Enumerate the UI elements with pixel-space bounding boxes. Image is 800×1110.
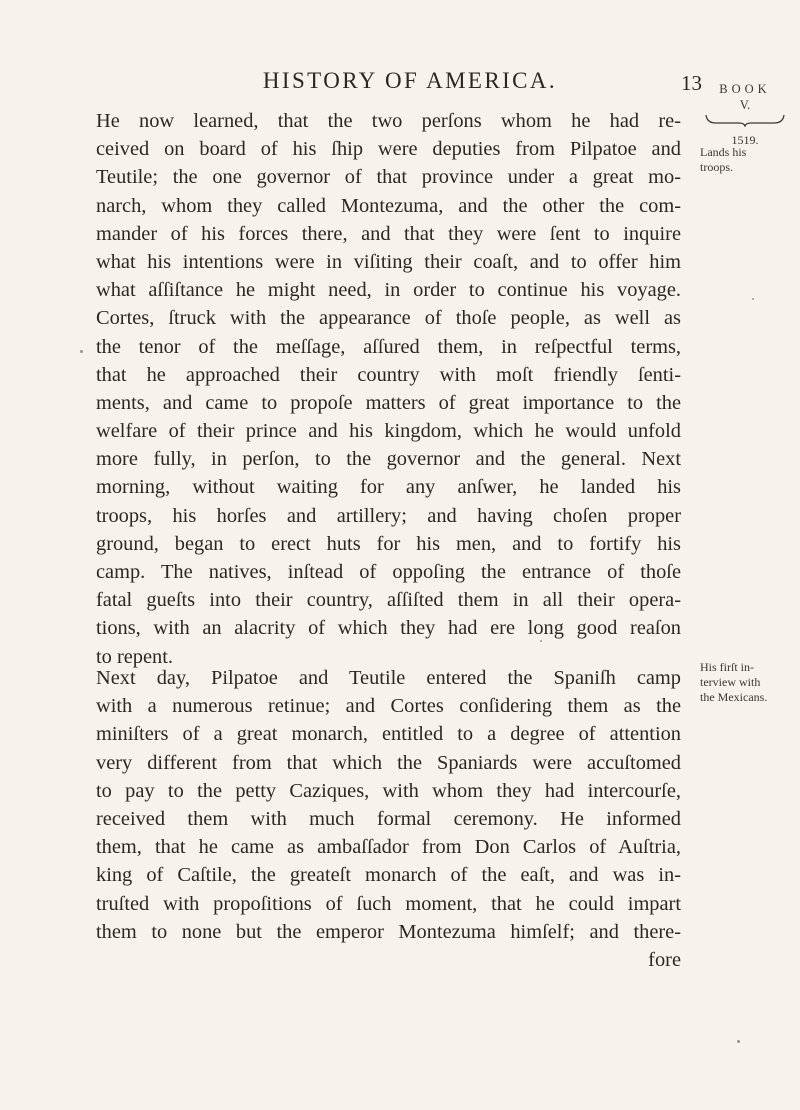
text-line: fatal gueſts into their country, aſſiſted them in all their opera- xyxy=(96,589,681,612)
text-line: them to none but the emperor Montezuma himſelf; and there- xyxy=(96,920,681,943)
text-line: tions, with an alacrity of which they had ere long good reaſon xyxy=(96,617,681,640)
text-line: king of Caſtile, the greateſt monarch of the eaſt, and was in- xyxy=(96,864,681,887)
text-line: Next day, Pilpatoe and Teutile entered the Spaniſh camp xyxy=(96,667,681,689)
text-line: them, that he came as ambaſſador from Don Carlos of Auſtria, xyxy=(96,836,681,859)
margin-note-landing xyxy=(700,145,772,175)
margin-note-line: His firſt in- xyxy=(700,660,754,674)
margin-brace-ornament xyxy=(704,113,786,127)
text-line: ceived on board of his ſhip were deputies from Pilpatoe and xyxy=(96,138,681,161)
text-line: He now learned, that the two perſons whom he had re- xyxy=(96,110,681,132)
text-line: morning, without waiting for any anſwer, he landed his xyxy=(96,476,681,499)
text-line: very different from that which the Spaniards were accuſtomed xyxy=(96,751,681,774)
text-line: mander of his forces there, and that they were ſent to inquire xyxy=(96,222,681,245)
margin-note-line: the Mexicans. xyxy=(700,690,768,704)
text-line: miniſters of a great monarch, entitled to a degree of attention xyxy=(96,723,681,746)
text-line: ground, began to erect huts for his men, and to fortify his xyxy=(96,532,681,555)
running-head: HISTORY OF AMERICA. xyxy=(262,68,558,93)
text-line: ments, and came to propoſe matters of great importance to the xyxy=(96,391,681,414)
margin-note-interview xyxy=(700,660,790,705)
text-line: welfare of their prince and his kingdom, which he would unfold xyxy=(96,420,681,443)
text-line: to repent. xyxy=(96,645,174,668)
scan-speck xyxy=(80,350,83,353)
text-line: with a numerous retinue; and Cortes conſidering them as the xyxy=(96,695,681,718)
text-line: what his intentions were in viſiting their coaſt, and to offer him xyxy=(96,250,681,273)
text-line: narch, whom they called Montezuma, and the other the com- xyxy=(96,194,681,217)
text-line: that he approached their country with moſt friendly ſenti- xyxy=(96,363,681,386)
margin-book-label: BOOK xyxy=(719,82,771,96)
margin-year: 1519. xyxy=(731,133,759,147)
margin-note-line: Lands his xyxy=(700,145,747,159)
text-line: Teutile; the one governor of that province under a great mo- xyxy=(96,166,681,189)
margin-note-line: troops. xyxy=(700,160,733,174)
page-number: 13 xyxy=(681,71,702,95)
text-line: what aſſiſtance he might need, in order to continue his voyage. xyxy=(96,279,681,302)
text-line: troops, his horſes and artillery; and having choſen proper xyxy=(96,504,681,527)
text-line: more fully, in perſon, to the governor and the general. Next xyxy=(96,448,681,471)
text-line: camp. The natives, inſtead of oppoſing the entrance of thoſe xyxy=(96,561,681,583)
text-line: the tenor of the meſſage, aſſured them, in reſpectful terms, xyxy=(96,335,681,358)
text-line: Cortes, ſtruck with the appearance of thoſe people, as well as xyxy=(96,307,681,330)
text-line: fore xyxy=(648,948,681,971)
text-line: received them with much formal ceremony. He informed xyxy=(96,807,681,830)
paragraph-1 xyxy=(96,107,681,671)
scan-speck xyxy=(737,1040,740,1043)
margin-book-volume: V. xyxy=(739,98,751,112)
text-line: to pay to the petty Caziques, with whom they had intercourſe, xyxy=(96,779,681,802)
scan-speck xyxy=(540,640,542,642)
scan-speck xyxy=(752,298,754,300)
paragraph-2 xyxy=(96,664,681,974)
margin-note-line: terview with xyxy=(700,675,761,689)
text-line: truſted with propoſitions of ſuch moment, that he could impart xyxy=(96,892,681,915)
